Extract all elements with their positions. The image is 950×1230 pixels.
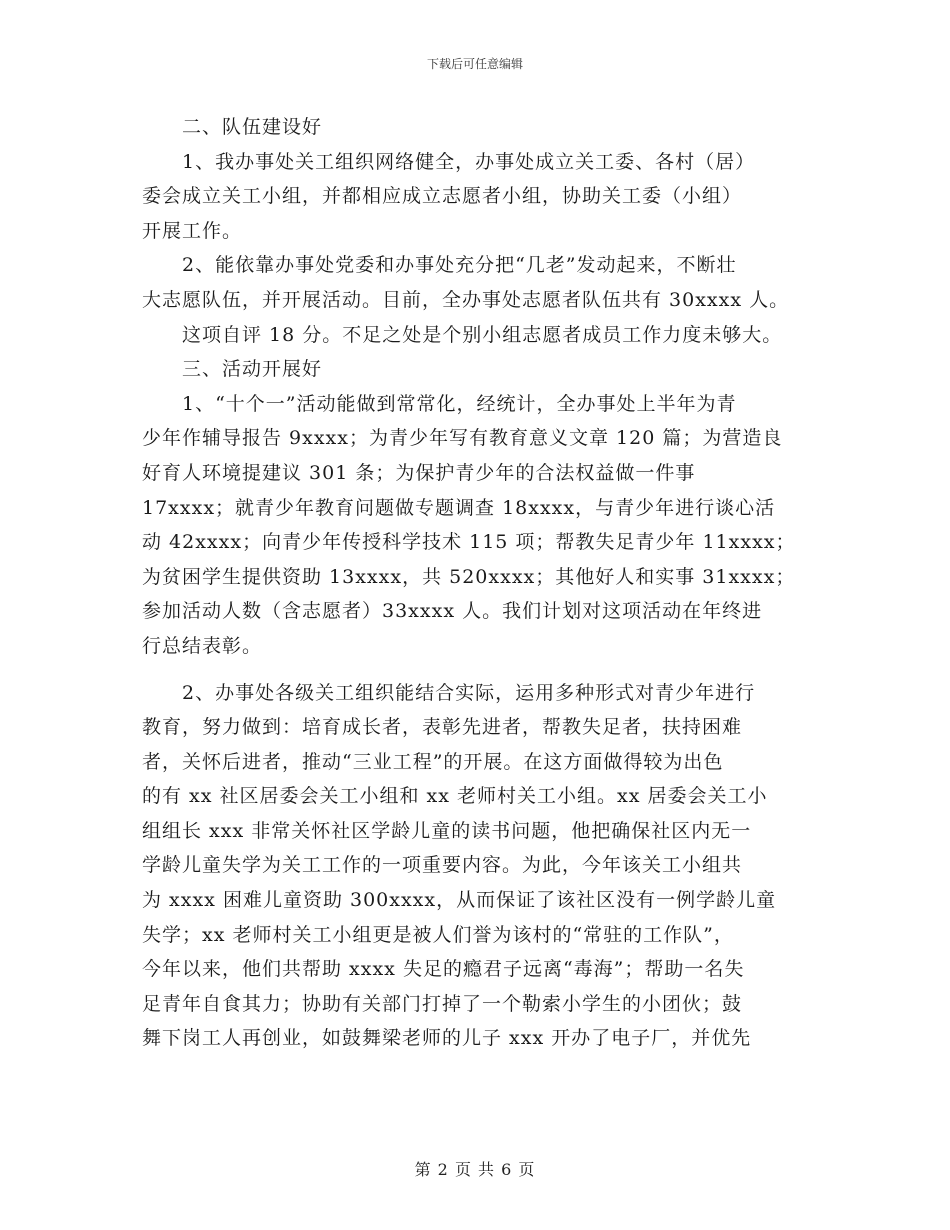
text-line: 三、活动开展好 <box>142 358 323 381</box>
text-line: 今年以来，他们共帮助 xxxx 失足的瘾君子远离“毒海”；帮助一名失 <box>142 958 745 981</box>
text-line: 开展工作。 <box>142 219 243 242</box>
text-line: 组组长 xxx 非常关怀社区学龄儿童的读书问题，他把确保社区内无一 <box>142 819 752 842</box>
text-line: 动 42xxxx；向青少年传授科学技术 115 项；帮教失足青少年 11xxxx； <box>142 531 796 554</box>
text-line: 大志愿队伍，并开展活动。目前，全办事处志愿者队伍共有 30xxxx 人。 <box>142 288 790 311</box>
page-number-footer: 第 2 页 共 6 页 <box>414 1160 536 1179</box>
text-line: 舞下岗工人再创业，如鼓舞梁老师的儿子 xxx 开办了电子厂，并优先 <box>142 1027 752 1050</box>
text-line: 2、办事处各级关工组织能结合实际，运用多种形式对青少年进行 <box>142 681 756 704</box>
text-line: 17xxxx；就青少年教育问题做专题调查 18xxxx，与青少年进行谈心活 <box>142 496 776 519</box>
text-line: 二、队伍建设好 <box>142 116 323 138</box>
text-line: 好育人环境提建议 301 条；为保护青少年的合法权益做一件事 <box>142 461 696 484</box>
text-line: 的有 xx 社区居委会关工小组和 xx 老师村关工小组。xx 居委会关工小 <box>142 785 768 808</box>
paragraph-gap <box>142 664 812 676</box>
page-header: 下载后可任意编辑 <box>426 57 523 71</box>
text-line: 参加活动人数（含志愿者）33xxxx 人。我们计划对这项活动在年终进 <box>142 600 763 623</box>
text-line: 少年作辅导报告 9xxxx；为青少年写有教育意义文章 120 篇；为营造良 <box>142 427 783 450</box>
text-line: 委会成立关工小组，并都相应成立志愿者小组，协助关工委（小组） <box>142 185 743 208</box>
text-line: 者，关怀后进者，推动“三业工程”的开展。在这方面做得较为出色 <box>142 750 724 773</box>
text-line: 学龄儿童失学为关工工作的一项重要内容。为此，今年该关工小组共 <box>142 854 743 877</box>
text-line: 失学；xx 老师村关工小组更是被人们誉为该村的“常驻的工作队”， <box>142 923 734 946</box>
text-line: 行总结表彰。 <box>142 634 263 657</box>
text-line: 足青年自食其力；协助有关部门打掉了一个勒索小学生的小团伙；鼓 <box>142 992 743 1015</box>
text-line: 1、“十个一”活动能做到常常化，经统计，全办事处上半年为青 <box>142 392 737 415</box>
text-line: 为贫困学生提供资助 13xxxx，共 520xxxx；其他好人和实事 31xxxx； <box>142 565 796 588</box>
document-body <box>142 110 812 1056</box>
text-line: 1、我办事处关工组织网络健全，办事处成立关工委、各村（居） <box>142 150 756 173</box>
text-line: 2、能依靠办事处党委和办事处充分把“几老”发动起来，不断壮 <box>142 254 737 277</box>
paragraph-block-1 <box>142 110 812 664</box>
text-line: 教育，努力做到：培育成长者，表彰先进者，帮教失足者，扶持困难 <box>142 716 743 739</box>
text-line: 为 xxxx 困难儿童资助 300xxxx，从而保证了该社区没有一例学龄儿童 <box>142 889 777 912</box>
paragraph-block-2 <box>142 676 812 1057</box>
text-line: 这项自评 18 分。不足之处是个别小组志愿者成员工作力度未够大。 <box>142 323 783 346</box>
